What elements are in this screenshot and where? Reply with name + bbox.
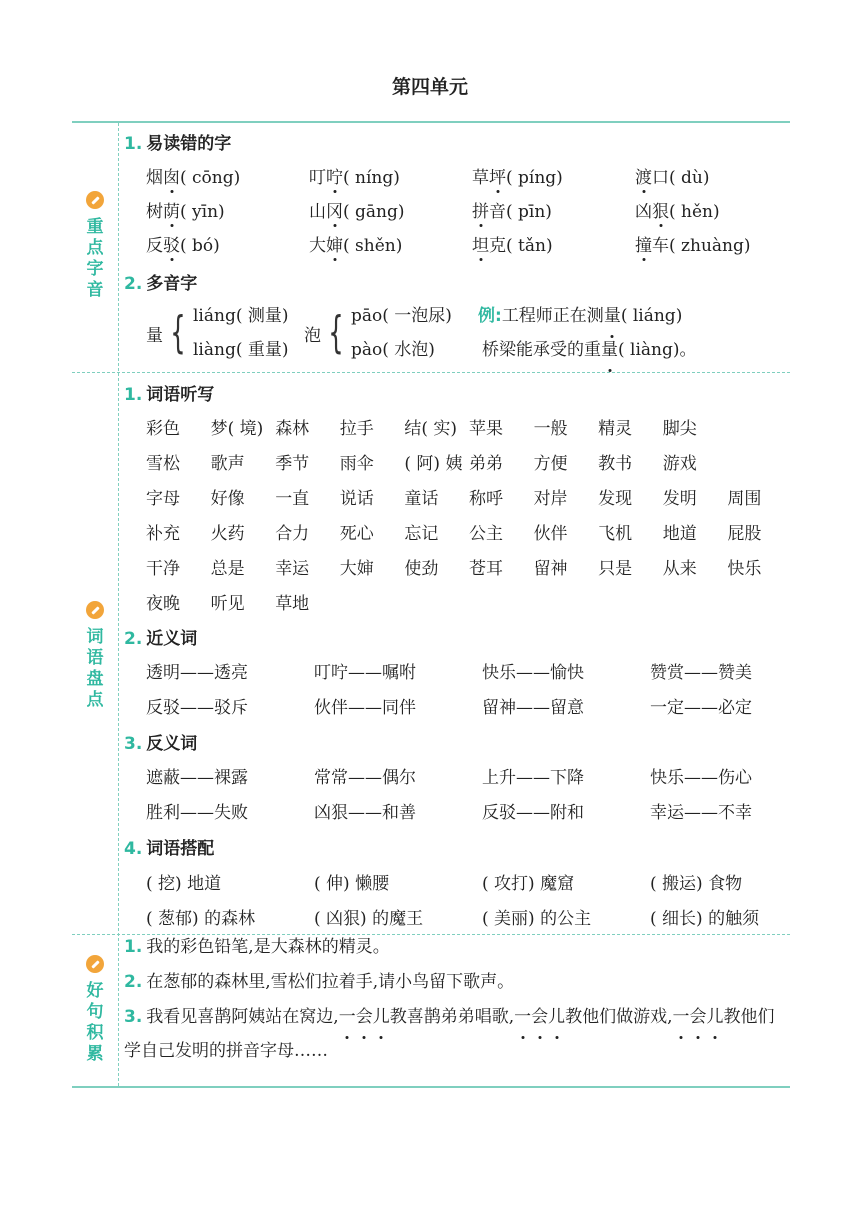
word-part: 山 [309,202,326,222]
pinyin: ( shěn) [343,236,403,256]
pronunciation-item [309,231,472,256]
dictation-item: 火药 [210,524,245,544]
heading-easily-misread: 1. 易读错的字 [124,134,232,154]
dictation-item: 结( 实) [404,419,458,439]
dictation-item: 大婶 [339,559,374,579]
marked-char: 会 [356,1000,373,1034]
pronunciation-item [472,197,635,222]
dictation-row [146,449,790,474]
word-part: 草 [472,168,489,188]
dictation-row [146,554,790,579]
synonym-item: 快乐——愉快 [482,663,584,683]
synonym-item: 留神——留意 [482,698,584,718]
synonym-item: 一定——必定 [650,698,752,718]
synonym-item: 赞赏——赞美 [650,663,752,683]
marked-char: 冈 [326,197,343,222]
dictation-item: 发现 [598,489,633,509]
dictation-item: 童话 [404,489,439,509]
word-part: 反 [146,236,163,256]
pinyin: 音( pīn) [489,202,552,222]
antonym-item: 上升——下降 [482,768,584,788]
marked-char: 荫 [163,197,180,222]
pinyin: ( cōng) [180,168,241,188]
marked-phrase [339,1007,390,1027]
dictation-item: 只是 [598,559,633,579]
sentence-text: 教他们做游戏, [565,1007,673,1027]
dictation-item: 发明 [662,489,697,509]
antonym-item: 遮蔽——裸露 [146,768,248,788]
dictation-item: 称呼 [468,489,503,509]
dictation-item: 飞机 [598,524,633,544]
dictation-item: 彩色 [146,419,180,439]
pinyin: ( gāng) [343,202,405,222]
antonym-item: 凶狠——和善 [314,803,416,823]
pencil-icon [86,955,104,973]
collocation-item: ( 攻打) 魔窟 [482,874,575,894]
example-label: 例: [478,306,502,326]
pencil-icon [86,601,104,619]
dictation-item: 脚尖 [662,419,697,439]
dictation-item: 屁股 [727,524,762,544]
antonym-row [146,763,790,788]
collocation-item: ( 葱郁) 的森林 [146,909,256,929]
dictation-item: 季节 [275,454,310,474]
marked-phrase [673,1007,724,1027]
section-label-text [87,627,104,711]
dictation-row [146,414,790,439]
dictation-item: 说话 [339,489,374,509]
study-sheet [72,121,790,1088]
synonym-item: 伙伴——同伴 [314,698,416,718]
synonym-item: 反驳——驳斥 [146,698,248,718]
pronunciation-item [146,163,309,188]
section-label-char: 语 [86,648,104,668]
sentence-text: 在葱郁的森林里,雪松们拉着手,请小鸟留下歌声。 [146,972,515,992]
pencil-icon [86,191,104,209]
dictation-item: ( 阿) 姨 [404,454,463,474]
marked-char: 渡 [635,163,652,188]
marked-char: 婶 [326,231,343,256]
sentence-text: 教喜鹊弟弟唱歌, [389,1007,515,1027]
polyphone-reading: liáng( 测量) [193,306,289,326]
marked-char: 坦 [472,231,489,256]
marked-char: 会 [690,1000,707,1034]
pronunciation-item [635,163,798,188]
pinyin: ( píng) [506,168,563,188]
synonym-item: 透明——透亮 [146,663,248,683]
marked-char: 咛 [326,163,343,188]
marked-char: 狠 [652,197,669,222]
marked-char: 一 [514,1000,531,1034]
section-label-char: 盘 [86,669,104,689]
pronunciation-row [146,231,790,256]
dictation-item: 好像 [210,489,245,509]
sheet-content [124,123,790,1086]
dictation-item: 周围 [727,489,762,509]
section-label-char: 字 [86,259,104,279]
antonym-item: 快乐——伤心 [650,768,752,788]
marked-phrase [514,1007,565,1027]
sentence-number: 2. [124,972,143,992]
pinyin: ( níng) [343,168,400,188]
pronunciation-row [146,197,790,222]
dictation-item: 一般 [533,419,568,439]
brace-icon: { [328,307,344,358]
pronunciation-item [146,197,309,222]
section-label-char: 重 [86,217,104,237]
dictation-item: 歌声 [210,454,245,474]
marked-char: 一 [673,1000,690,1034]
section-label-pronunciation [72,191,118,301]
dictation-item: 使劲 [404,559,439,579]
section-label-char: 积 [86,1023,104,1043]
pronunciation-item [309,197,472,222]
dictation-item: 留神 [533,559,568,579]
dictation-item: 干净 [146,559,180,579]
heading-polyphone: 2. 多音字 [124,274,198,294]
sentence-text: 我看见喜鹊阿姨站在窝边, [146,1007,339,1027]
pinyin: ( hěn) [669,202,720,222]
section-sidebar [72,123,119,1086]
antonym-item: 常常——偶尔 [314,768,416,788]
heading-dictation: 1. 词语听写 [124,385,215,405]
polyphone-char: 泡 [304,325,321,346]
word-part: 树 [146,202,163,222]
heading-antonyms: 3. 反义词 [124,734,198,754]
brace-icon: { [170,307,186,358]
polyphone-liang [146,299,289,367]
word-part: 凶 [635,202,652,222]
heading-synonyms: 2. 近义词 [124,629,198,649]
section-label-char: 句 [86,1002,104,1022]
marked-char: 一 [339,1000,356,1034]
heading-collocations: 4. 词语搭配 [124,839,215,859]
collocation-item: ( 伸) 懒腰 [314,874,390,894]
collocation-item: ( 美丽) 的公主 [482,909,592,929]
dictation-row [146,519,790,544]
antonym-item: 幸运——不幸 [650,803,752,823]
pronunciation-item [309,163,472,188]
polyphone-reading: pào( 水泡) [351,340,435,360]
pronunciation-item [635,197,798,222]
synonym-row [146,658,790,683]
dictation-item: 快乐 [727,559,762,579]
polyphone-reading: pāo( 一泡尿) [351,306,452,326]
dictation-item: 夜晚 [146,594,180,614]
pronunciation-item [146,231,309,256]
sentence-item [124,965,786,999]
polyphone-pao [304,299,452,367]
marked-char: 儿 [548,1000,565,1034]
dictation-item: 伙伴 [533,524,568,544]
pronunciation-item [472,163,635,188]
dictation-item: 苹果 [468,419,503,439]
dictation-item: 苍耳 [468,559,503,579]
dictation-item: 字母 [146,489,180,509]
dictation-item: 森林 [275,419,310,439]
antonym-row [146,798,790,823]
section-label-char: 点 [86,238,104,258]
dictation-item: 地道 [662,524,697,544]
antonym-item: 胜利——失败 [146,803,248,823]
dictation-item: 雪松 [146,454,180,474]
section-label-char: 音 [86,280,104,300]
collocation-item: ( 搬运) 食物 [650,874,743,894]
collocation-item: ( 凶狠) 的魔王 [314,909,424,929]
dictation-item: 从来 [662,559,697,579]
polyphone-char: 量 [146,325,163,346]
dictation-item: 梦( 境) [210,419,264,439]
dictation-item: 对岸 [533,489,568,509]
section-label-text [87,981,104,1065]
section-label-char: 好 [86,981,104,1001]
marked-char: 囱 [163,163,180,188]
word-part: 叮 [309,168,326,188]
dictation-item: 拉手 [339,419,374,439]
synonym-row [146,693,790,718]
dictation-item: 补充 [146,524,180,544]
section-label-char: 点 [86,690,104,710]
marked-char: 拼 [472,197,489,222]
section-label-char: 累 [86,1044,104,1064]
dictation-item: 合力 [275,524,310,544]
dictation-row [146,484,790,509]
sentence-number: 1. [124,937,143,957]
dictation-item: 死心 [339,524,374,544]
page-title: 第四单元 [391,76,468,98]
pinyin: 车( zhuàng) [652,236,751,256]
polyphone-reading: liàng( 重量) [193,340,289,360]
section-label-vocabulary [72,601,118,711]
dictation-item: 听见 [210,594,245,614]
section-label-sentences [72,955,118,1065]
collocation-row [146,869,790,894]
antonym-item: 反驳——附和 [482,803,584,823]
collocation-item: ( 细长) 的触须 [650,909,760,929]
marked-char: 坪 [489,163,506,188]
sentence-text: 我的彩色铅笔,是大森林的精灵。 [146,937,390,957]
pinyin: 口( dù) [652,168,710,188]
dictation-item: 一直 [275,489,310,509]
pronunciation-row [146,163,790,188]
pronunciation-item [635,231,798,256]
pinyin: 克( tǎn) [489,236,553,256]
sentence-number: 3. [124,1007,143,1027]
sentence-item [124,930,786,964]
dictation-item: 雨伞 [339,454,374,474]
dictation-item: 弟弟 [468,454,503,474]
pinyin: ( bó) [180,236,220,256]
sentence-item [124,1000,786,1068]
dictation-row [146,589,790,614]
sentence-text: 教他们学自己发明的拼音字母…… [124,1007,775,1061]
polyphone-example: 例:工程师正在测量( liáng) 桥梁能承受的重量( liàng)。 [478,299,697,367]
pronunciation-item [472,231,635,256]
dictation-item: 精灵 [598,419,633,439]
section-label-char: 词 [86,627,104,647]
collocation-row [146,904,790,929]
dictation-item: 方便 [533,454,568,474]
marked-char: 儿 [707,1000,724,1034]
collocation-item: ( 挖) 地道 [146,874,222,894]
pinyin: ( yīn) [180,202,225,222]
marked-char: 儿 [373,1000,390,1034]
word-part: 大 [309,236,326,256]
marked-char: 撞 [635,231,652,256]
dictation-item: 总是 [210,559,245,579]
marked-char: 会 [531,1000,548,1034]
dictation-item: 公主 [468,524,503,544]
dictation-item: 游戏 [662,454,697,474]
dictation-item: 教书 [598,454,633,474]
dictation-item: 草地 [275,594,310,614]
dictation-item: 忘记 [404,524,439,544]
section-label-text [87,217,104,301]
word-part: 烟 [146,168,163,188]
synonym-item: 叮咛——嘱咐 [314,663,416,683]
marked-char: 驳 [163,231,180,256]
dictation-item: 幸运 [275,559,310,579]
